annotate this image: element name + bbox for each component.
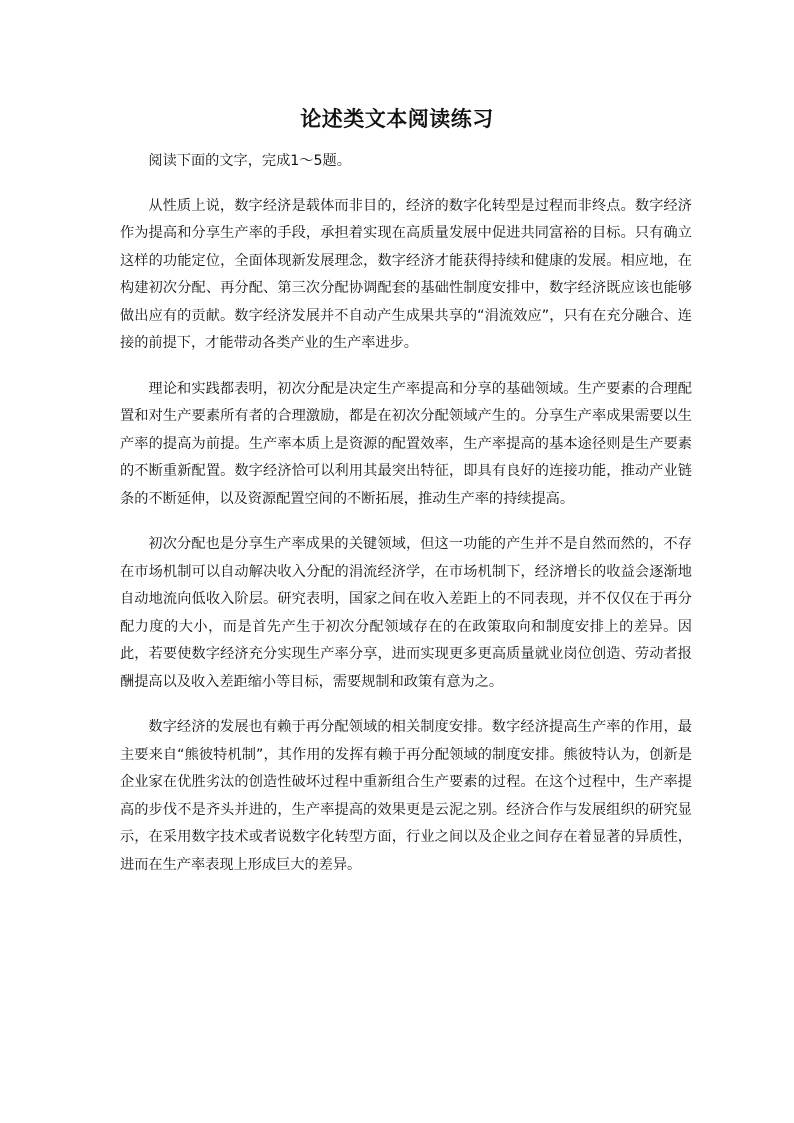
paragraph-4: 数字经济的发展也有赖于再分配领域的相关制度安排。数字经济提高生产率的作用，最主要来自“熊彼特机制”，其作用的发挥有赖于再分配领域的制度安排。熊彼特认为，创新是企业家在优胜劣汰的创造性破坏过程中重新组合生产要素的过程。在这个过程中，生产率提高的步伐不是齐头并进的，生产率提高的效果更是云泥之别。经济合作与发展组织的研究显示，在采用数字技术或者说数字化转型方面，行业之间以及企业之间存在着显著的异质性，进而在生产率表现上形成巨大的差异。 [120,719,692,873]
paragraph-1: 从性质上说，数字经济是载体而非目的，经济的数字化转型是过程而非终点。数字经济作为提高和分享生产率的手段，承担着实现在高质量发展中促进共同富裕的目标。只有确立这样的功能定位，全面体现新发展理念，数字经济才能获得持续和健康的发展。相应地，在构建初次分配、再分配、第三次分配协调配套的基础性制度安排中，数字经济既应该也能够做出应有的贡献。数字经济发展并不自动产生成果共享的“涓流效应”，只有在充分融合、连接的前提下，才能带动各类产业的生产率进步。 [120,197,692,351]
reading-instruction: 阅读下面的文字，完成1～5题。 [148,153,351,169]
paragraph-3: 初次分配也是分享生产率成果的关键领域，但这一功能的产生并不是自然而然的，不存在市场机制可以自动解决收入分配的涓流经济学，在市场机制下，经济增长的收益会逐渐地自动地流向低收入阶层。研究表明，国家之间在收入差距上的不同表现，并不仅仅在于再分配力度的大小，而是首先产生于初次分配领域存在的在政策取向和制度安排上的差异。因此，若要使数字经济充分实现生产率分享，进而实现更多更高质量就业岗位创造、劳动者报酬提高以及收入差距缩小等目标，需要规制和政策有意为之。 [120,536,692,690]
document-title: 论述类文本阅读练习 [300,107,494,131]
document-body [120,148,692,897]
paragraph-2: 理论和实践都表明，初次分配是决定生产率提高和分享的基础领域。生产要素的合理配置和对生产要素所有者的合理激励，都是在初次分配领域产生的。分享生产率成果需要以生产率的提高为前提。生产率本质上是资源的配置效率，生产率提高的基本途径则是生产要素的不断重新配置。数字经济恰可以利用其最突出特征，即具有良好的连接功能，推动产业链条的不断延伸，以及资源配置空间的不断拓展，推动生产率的持续提高。 [120,380,692,507]
